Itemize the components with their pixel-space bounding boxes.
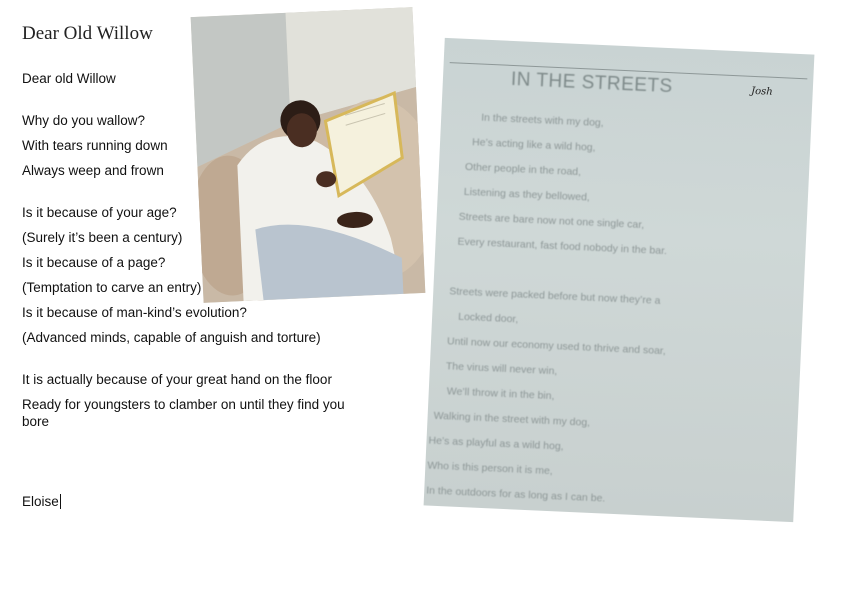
reading-child-photo [191, 7, 426, 303]
poem-author: Eloise [22, 494, 59, 509]
poem-line: Is it because of a page? [22, 255, 166, 270]
poem-line: With tears running down [22, 138, 168, 153]
scan-line: Streets are bare now not one single car, [458, 210, 645, 232]
scan-line: Other people in the road, [464, 160, 582, 179]
scan-line: Walking in the street with my dog, [433, 409, 591, 429]
photo-illustration [191, 7, 426, 303]
scan-line: We’ll throw it in the bin, [446, 385, 555, 403]
poem-line: Is it because of your age? [22, 205, 177, 220]
scan-line: Streets were packed before but now they’re a [449, 285, 661, 307]
signature: Josh [750, 85, 773, 98]
scan-line: The virus will never win, [445, 360, 558, 378]
poem-line: Is it because of man-kind’s evolution? [22, 305, 247, 320]
poem-line: (Temptation to carve an entry) [22, 280, 202, 295]
scan-line: He’s acting like a wild hog, [471, 136, 596, 154]
scan-line: Until now our economy used to thrive and soar, [446, 335, 666, 358]
scan-line: Locked door, [457, 310, 519, 326]
poem-line: (Advanced minds, capable of anguish and torture) [22, 330, 321, 345]
poem-line: It is actually because of your great hand on the floor [22, 372, 332, 387]
scan-line: Every restaurant, fast food nobody in the bar. [457, 235, 668, 258]
poem-title: Dear Old Willow [22, 23, 153, 44]
scan-line: In the streets with my dog, [480, 111, 604, 130]
poem-line: (Surely it’s been a century) [22, 230, 183, 245]
poem-line: Dear old Willow [22, 71, 116, 86]
scan-line: Listening as they bellowed, [463, 185, 591, 204]
scan-line: Who is this person it is me, [427, 459, 553, 478]
poem-line: Ready for youngsters to clamber on until they find you bore [22, 397, 345, 429]
poem-line: Why do you wallow? [22, 113, 146, 128]
scan-line: He’s as playful as a wild hog, [428, 434, 564, 453]
scan-line: In the outdoors for as long as I can be. [425, 484, 606, 505]
poem-line: Always weep and frown [22, 163, 164, 178]
scan-title: IN THE STREETS [510, 68, 674, 98]
scanned-poem-page [424, 38, 815, 522]
